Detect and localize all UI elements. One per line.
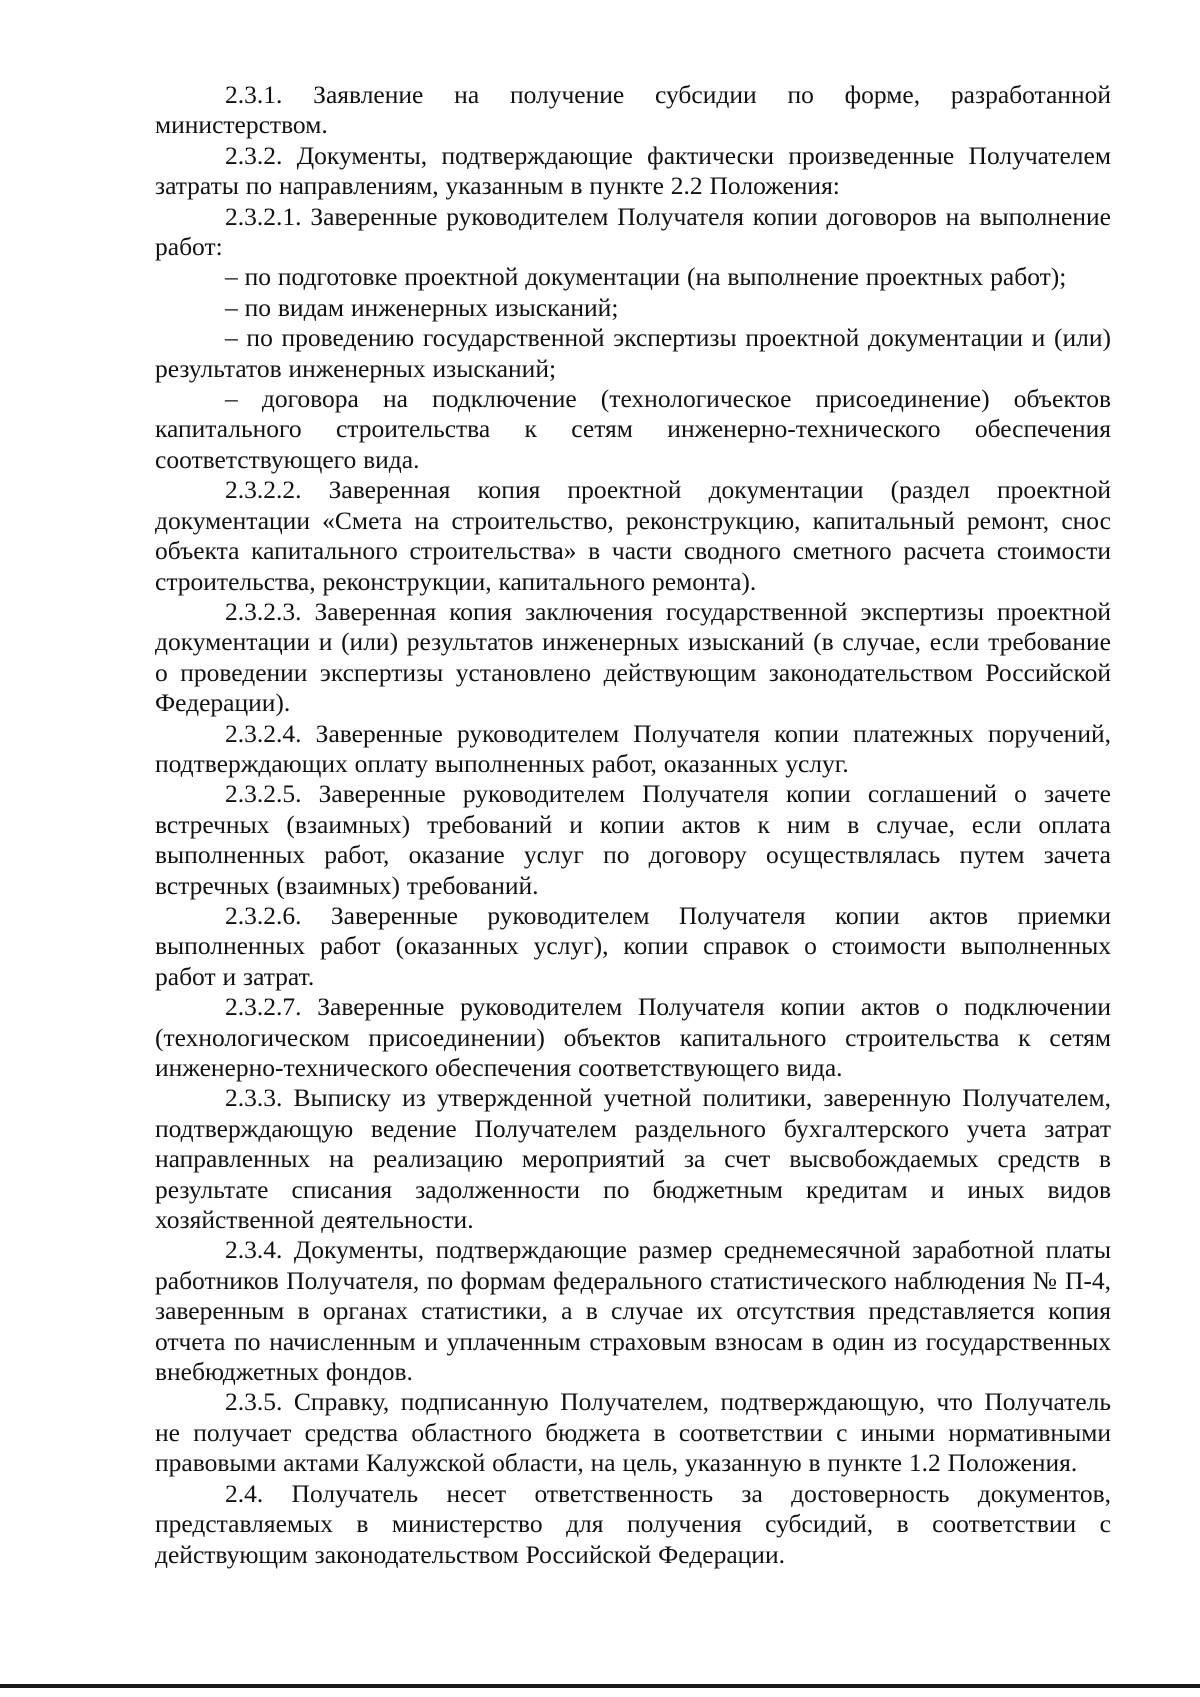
paragraph-2-4: 2.4. Получатель несет ответственность за достоверность документов, представляемых в министерство для получения субсидий, в соответствии с действующим законодательством Российской Федерации.	[155, 1478, 1111, 1569]
paragraph-2-3-2-7: 2.3.2.7. Заверенные руководителем Получателя копии актов о подключении (технологическом присоединении) объектов капитального строительства к сетям инженерно-технического обеспечения соответствующего вида.	[155, 992, 1111, 1082]
document-body	[155, 80, 1111, 1570]
paragraph-2-3-2: 2.3.2. Документы, подтверждающие фактически произведенные Получателем затраты по направлениям, указанным в пункте 2.2 Положения:	[155, 140, 1111, 201]
paragraph-2-3-2-6: 2.3.2.6. Заверенные руководителем Получателя копии актов приемки выполненных работ (оказанных услуг), копии справок о стоимости выполненных работ и затрат.	[155, 900, 1111, 991]
paragraph-2-3-4: 2.3.4. Документы, подтверждающие размер среднемесячной заработной платы работников Получателя, по формам федерального статистического наблюдения № П-4, заверенным в органах статистики, а в случае их отсутствия представляется копия отчета по начисленным и уплаченным страховым взносам в один из государственных внебюджетных фондов.	[155, 1235, 1111, 1387]
paragraph-2-3-2-4: 2.3.2.4. Заверенные руководителем Получателя копии платежных поручений, подтверждающих оплату выполненных работ, оказанных услуг.	[155, 718, 1111, 778]
list-item-surveys: – по видам инженерных изысканий;	[225, 292, 619, 322]
scan-edge-line	[0, 1684, 1200, 1688]
paragraph-2-3-2-2: 2.3.2.2. Заверенная копия проектной документации (раздел проектной документации «Смета на строительство, реконструкцию, капитальный ремонт, снос объекта капитального строительства» в части сводного сметного расчета стоимости строительства, реконструкции, капитального ремонта).	[155, 475, 1111, 596]
list-item-project-docs: – по подготовке проектной документации (на выполнение проектных работ);	[225, 262, 1067, 292]
paragraph-2-3-2-1: 2.3.2.1. Заверенные руководителем Получателя копии договоров на выполнение работ:	[155, 201, 1111, 262]
paragraph-2-3-3: 2.3.3. Выписку из утвержденной учетной политики, заверенную Получателем, подтверждающую ведение Получателем раздельного бухгалтерского учета затрат направленных на реализацию мероприятий за счет высвобождаемых средств в результате списания задолженности по бюджетным кредитам и иных видов хозяйственной деятельности.	[155, 1083, 1111, 1235]
paragraph-2-3-2-3: 2.3.2.3. Заверенная копия заключения государственной экспертизы проектной документации и (или) результатов инженерных изысканий (в случае, если требование о проведении экспертизы установлено действующим законодательством Российской Федерации).	[155, 596, 1111, 718]
paragraph-2-3-2-5: 2.3.2.5. Заверенные руководителем Получателя копии соглашений о зачете встречных (взаимных) требований и копии актов к ним в случае, если оплата выполненных работ, оказание услуг по договору осуществлялась путем зачета встречных (взаимных) требований.	[155, 779, 1111, 900]
paragraph-2-3-5: 2.3.5. Справку, подписанную Получателем, подтверждающую, что Получатель не получает средства областного бюджета в соответствии с иными нормативными правовыми актами Калужской области, на цель, указанную в пункте 1.2 Положения.	[155, 1387, 1111, 1478]
paragraph-2-3-1: 2.3.1. Заявление на получение субсидии по форме, разработанной министерством.	[155, 80, 1111, 140]
list-item-expertise: – по проведению государственной экспертизы проектной документации и (или) результатов инженерных изысканий;	[155, 323, 1111, 383]
list-item-connection-contract: – договора на подключение (технологическое присоединение) объектов капитального строительства к сетям инженерно-технического обеспечения соответствующего вида.	[155, 384, 1111, 474]
